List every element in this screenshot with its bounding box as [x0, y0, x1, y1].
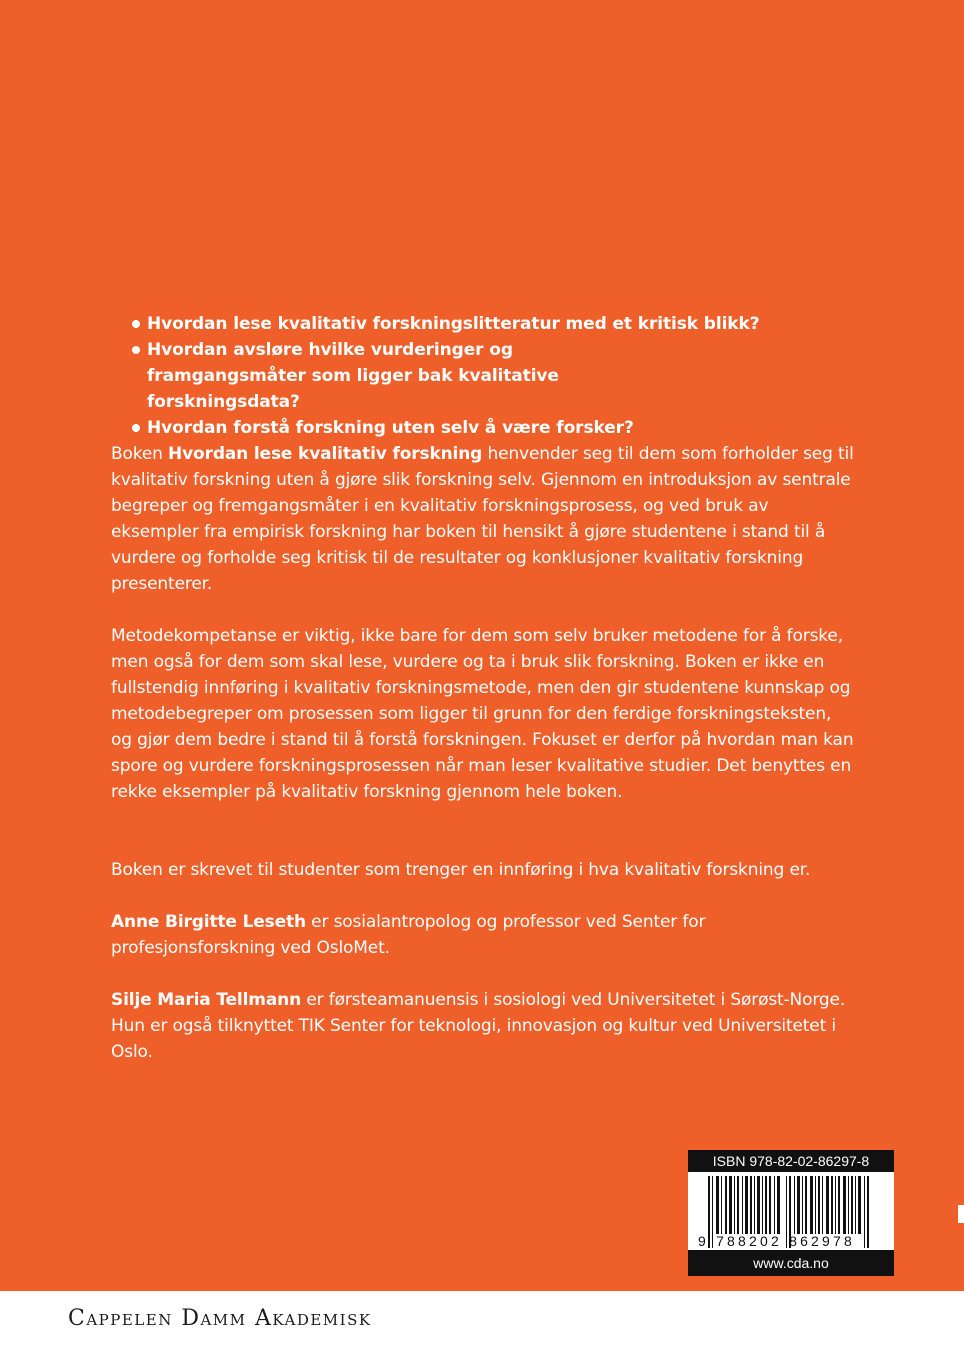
barcode-digits: 9 788202 862978 [698, 1233, 855, 1249]
intro-rest: henvender seg til dem som forholder seg til kvalitativ forskning uten å gjøre slik forskning selv. Gjennom en introduksjon av sentrale begreper og fremgangsmåter i en kvalitativ forskningsprosess, og ved bruk av eksempler fra empirisk forskning har boken til hensikt å gjøre studentene i stand til å vurdere og forholde seg kritisk til de resultater og konklusjoner kvalitativ forskning presenterer. [111, 444, 854, 594]
author-bio-text-2: er førsteamanuensis i sosiologi ved Universitetet i Sørøst-Norge. Hun er også tilknyttet TIK Senter for teknologi, innovasjon og kultur ved Universitetet i Oslo. [111, 990, 846, 1062]
book-title: Hvordan lese kvalitativ forskning [168, 444, 483, 464]
question-item: Hvordan avsløre hvilke vurderinger og framgangsmåter som ligger bak kvalitative forskningsdata? [132, 337, 652, 415]
website-link[interactable]: www.cda.no [688, 1250, 894, 1276]
intro-lead: Boken [111, 444, 169, 464]
author-bio-text-1: er sosialantropolog og professor ved Senter for profesjonsforskning ved OsloMet. [111, 912, 706, 958]
intro-paragraph [111, 441, 856, 597]
edge-mark [958, 1205, 964, 1223]
question-item: Hvordan lese kvalitativ forskningslitteratur med et kritisk blikk? [132, 311, 852, 337]
author-name-1: Anne Birgitte Leseth [111, 912, 306, 932]
author-name-2: Silje Maria Tellmann [111, 990, 302, 1010]
author-bio-2 [111, 987, 856, 1065]
author-bio-1 [111, 909, 856, 961]
question-list [132, 311, 852, 441]
audience-paragraph: Boken er skrevet til studenter som trenger en innføring i hva kvalitativ forskning er. [111, 860, 811, 880]
question-item: Hvordan forstå forskning uten selv å være forsker? [132, 415, 852, 441]
method-paragraph: Metodekompetanse er viktig, ikke bare for dem som selv bruker metodene for å forske, men også for dem som skal lese, vurdere og ta i bruk slik forskning. Boken er ikke en fullstendig innføring i kvalitativ forskningsmetode, men den gir studentene kunnskap og metodebegreper om prosessen som ligger til grunn for den ferdige forskningsteksten, og gjør dem bedre i stand til å forstå forskningen. Fokuset er derfor på hvordan man kan spore og vurdere forskningsprosessen når man leser kvalitative studier. Det benyttes en rekke eksempler på kvalitativ forskning gjennom hele boken. [111, 626, 854, 802]
barcode-box [688, 1150, 894, 1276]
publisher-logo: Cappelen Damm Akademisk [68, 1306, 372, 1331]
isbn-label: ISBN 978-82-02-86297-8 [688, 1150, 894, 1172]
